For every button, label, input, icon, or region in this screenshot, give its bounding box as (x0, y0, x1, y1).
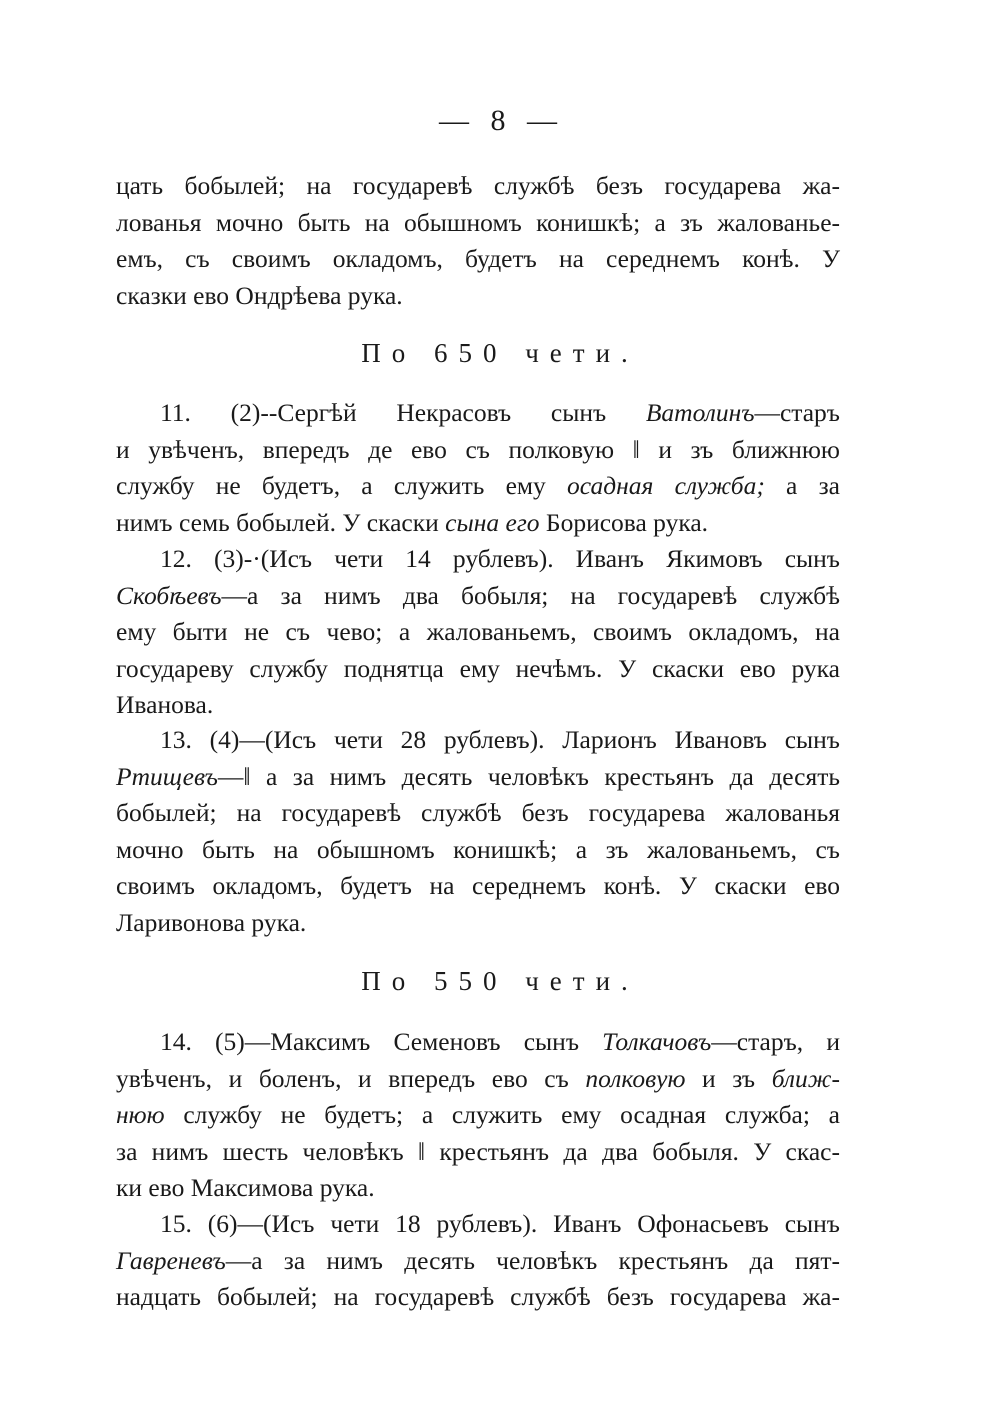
text-line: Гавреневъ—а за нимъ десять человѣкъ крестьянъ да пят- (116, 1245, 840, 1275)
text-line: надцать бобылей; на государевѣ службѣ безъ государева жа- (116, 1282, 840, 1312)
text-line: Скобѣевъ—а за нимъ два бобыля; на государевѣ службѣ (116, 580, 840, 610)
text-line: мочно быть на обышномъ конишкѣ; а зъ жалованьемъ, съ (116, 834, 840, 864)
text-line: 13. (4)—(Исъ чети 28 рублевъ). Ларионъ Ивановъ сынъ (160, 725, 840, 754)
surname: Ватолинъ (645, 398, 755, 427)
text-line: цать бобылей; на государевѣ службѣ безъ государева жа- (116, 171, 840, 200)
entry-15 (116, 1206, 840, 1316)
section-heading-550: По 550 чети. (361, 966, 639, 996)
entry-13 (116, 722, 840, 942)
text-line: Ртищевъ—‖ а за нимъ десять человѣкъ крестьянъ да десять (116, 761, 840, 791)
text-line: службу не будетъ, а служить ему осадная служба; а за (116, 471, 840, 501)
text-line: своимъ окладомъ, будетъ на середнемъ конѣ. У скаски ево (116, 871, 840, 901)
text-line: государеву службу поднятца ему нечѣмъ. У скаски ево рука (116, 653, 840, 683)
intro-paragraph (116, 168, 840, 314)
entry-12 (116, 541, 840, 724)
surname: Скобѣевъ (116, 580, 222, 610)
page-number: — 8 — (439, 104, 561, 137)
text-line: 14. (5)—Максимъ Семеновъ сынъ Толкачовъ—старъ, и (160, 1027, 840, 1056)
entry-14 (116, 1024, 840, 1207)
surname: Гавреневъ (116, 1245, 226, 1275)
surname: Толкачовъ (602, 1027, 712, 1056)
text-line: ему быти не съ чево; а жалованьемъ, своимъ окладомъ, на (116, 617, 840, 647)
text-line: нюю службу не будетъ; а служить ему осадная служба; а (116, 1100, 840, 1130)
text-line: ки ево Максимова рука. (116, 1173, 375, 1203)
text-line: лованья мочно быть на обышномъ конишкѣ; а зъ жалованье- (116, 207, 840, 237)
text-line: бобылей; на государевѣ службѣ безъ государева жалованья (116, 798, 840, 828)
entry-11 (116, 395, 840, 541)
text-line: за нимъ шесть человѣкъ ‖ крестьянъ да два бобыля. У скас- (116, 1136, 840, 1166)
text-line: емъ, съ своимъ окладомъ, будетъ на середнемъ конѣ. У (116, 244, 840, 274)
text-line: и увѣченъ, впередъ де ево съ полковую ‖ и зъ ближнюю (116, 434, 840, 464)
surname: Ртищевъ (116, 761, 218, 791)
text-line: Иванова. (116, 690, 214, 720)
text-line: Ларивонова рука. (116, 907, 307, 937)
text-line: сказки ево Ондрѣева рука. (116, 280, 403, 310)
text-line: 12. (3)-·(Исъ чети 14 рублевъ). Иванъ Якимовъ сынъ (160, 544, 840, 573)
text-line: 11. (2)--Сергѣй Некрасовъ сынъ Ватолинъ—старъ (160, 398, 840, 427)
text-line: 15. (6)—(Исъ чети 18 рублевъ). Иванъ Офонасьевъ сынъ (160, 1209, 840, 1238)
text-line: увѣченъ, и боленъ, и впередъ ево съ полковую и зъ ближ- (116, 1063, 840, 1093)
section-heading-650: По 650 чети. (361, 338, 639, 368)
text-line: нимъ семь бобылей. У скаски сына его Борисова рука. (116, 507, 709, 537)
